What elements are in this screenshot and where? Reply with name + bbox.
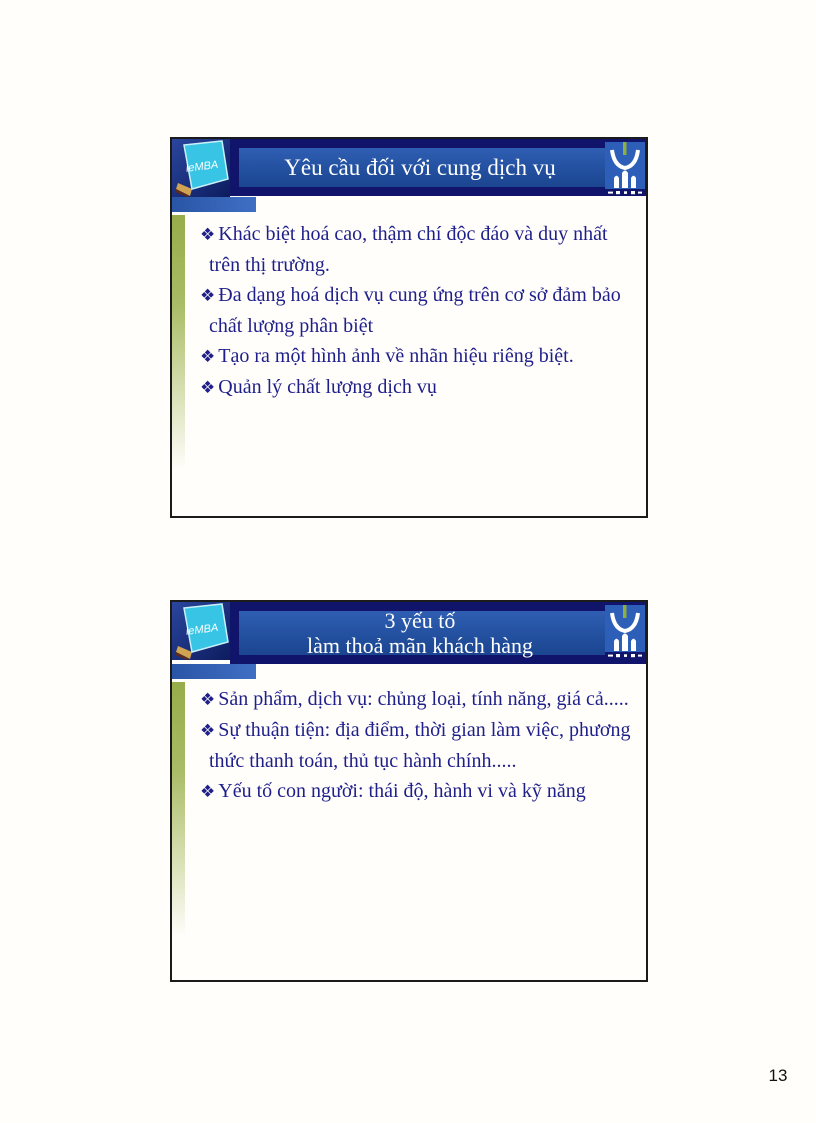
diamond-bullet-icon: ❖ [200, 347, 216, 367]
bullet-item [200, 341, 634, 372]
bullet-item [200, 715, 634, 776]
bullet-text: Tạo ra một hình ảnh về nhãn hiệu riêng biệt. [218, 345, 574, 367]
lemba-book-icon [172, 139, 230, 197]
diamond-bullet-icon: ❖ [200, 225, 216, 245]
lemba-book-icon [172, 602, 230, 660]
bullet-text: Sự thuận tiện: địa điểm, thời gian làm việc, phương thức thanh toán, thủ tục hành chính..... [209, 719, 631, 772]
lemba-book-logo [172, 602, 230, 660]
logo-underline-strip [172, 197, 256, 212]
logo-underline-strip [172, 664, 256, 679]
bullet-text: Đa dạng hoá dịch vụ cung ứng trên cơ sở đảm bảo chất lượng phân biệt [209, 284, 621, 337]
slide-1-title-band [239, 148, 637, 187]
bullet-text: Sản phẩm, dịch vụ: chủng loại, tính năng, giá cả..... [218, 688, 629, 710]
hsb-arches-icon [605, 142, 645, 196]
diamond-bullet-icon: ❖ [200, 286, 216, 306]
left-accent-bar [172, 215, 185, 470]
slide-2-title-band [239, 608, 637, 658]
org-logo [605, 142, 645, 196]
slide-title: Yêu cầu đối với cung dịch vụ [284, 154, 556, 180]
bullet-item [200, 776, 634, 807]
page-number: 13 [768, 1066, 788, 1085]
bullet-text: Quản lý chất lượng dịch vụ [218, 376, 437, 398]
bullet-item [200, 684, 634, 715]
bullet-item [200, 372, 634, 403]
diamond-bullet-icon: ❖ [200, 690, 216, 710]
diamond-bullet-icon: ❖ [200, 782, 216, 802]
hsb-arches-icon [605, 605, 645, 659]
diamond-bullet-icon: ❖ [200, 378, 216, 398]
lemba-book-logo [172, 139, 230, 197]
bullet-item [200, 219, 634, 280]
slide-1-title-bar [230, 139, 646, 196]
bullet-text: Khác biệt hoá cao, thậm chí độc đáo và duy nhất trên thị trường. [209, 223, 608, 276]
org-logo [605, 605, 645, 659]
slide-title-line-1: 3 yếu tố [384, 608, 456, 633]
slide-1 [170, 137, 648, 518]
lemba-label: leMBA [185, 621, 219, 638]
lemba-label: leMBA [185, 158, 219, 175]
bullet-list [200, 684, 634, 807]
diamond-bullet-icon: ❖ [200, 721, 216, 741]
slide-2-title-bar [230, 602, 646, 664]
left-accent-bar [172, 682, 185, 937]
slide-title-line-2: làm thoả mãn khách hàng [306, 633, 534, 658]
bullet-item [200, 280, 634, 341]
bullet-list [200, 219, 634, 403]
slide-2 [170, 600, 648, 982]
slide-2-body [200, 684, 634, 807]
bullet-text: Yếu tố con người: thái độ, hành vi và kỹ năng [218, 780, 586, 802]
slide-1-body [200, 219, 634, 403]
